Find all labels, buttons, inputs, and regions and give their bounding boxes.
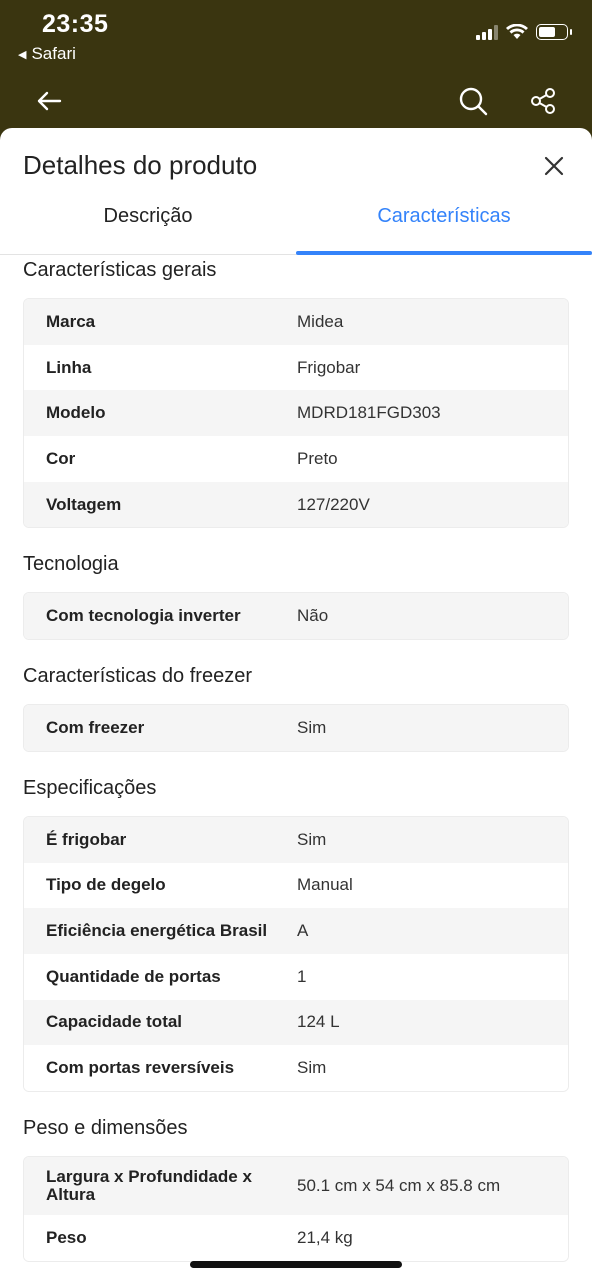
spec-key: Com portas reversíveis (24, 1045, 297, 1091)
section-title: Características gerais (23, 259, 217, 281)
section-title: Especificações (23, 776, 157, 799)
spec-table (23, 592, 569, 640)
system-icons (476, 24, 568, 40)
spec-value: Midea (297, 299, 568, 345)
product-details-sheet (0, 128, 592, 1280)
section-caracteristicas-freezer (23, 660, 569, 752)
section-especificacoes (23, 772, 569, 1092)
status-time: 23:35 (42, 10, 109, 38)
close-icon[interactable] (542, 154, 566, 178)
wifi-icon (506, 24, 528, 40)
spec-value: 1 (297, 954, 568, 1000)
table-row (24, 1000, 568, 1046)
spec-value: 21,4 kg (297, 1215, 568, 1261)
spec-key: Tipo de degelo (24, 863, 297, 909)
table-row (24, 436, 568, 482)
characteristics-content (23, 254, 569, 1280)
tab-descricao[interactable]: Descrição (103, 205, 193, 227)
spec-key: Com freezer (24, 705, 297, 751)
table-row (24, 863, 568, 909)
battery-icon (536, 24, 568, 40)
spec-value: A (297, 908, 568, 954)
spec-value: MDRD181FGD303 (297, 390, 568, 436)
tab-caracteristicas[interactable]: Características (296, 188, 592, 254)
spec-value: Não (297, 593, 568, 639)
spec-value: 127/220V (297, 482, 568, 528)
spec-table (23, 816, 569, 1092)
spec-table (23, 704, 569, 752)
spec-key: Eficiência energética Brasil (24, 908, 297, 954)
back-triangle-icon: ◀ (18, 49, 27, 61)
section-peso-dimensoes (23, 1112, 569, 1262)
arrow-left-icon[interactable] (32, 84, 66, 118)
table-row (24, 390, 568, 436)
cellular-signal-icon (476, 24, 498, 40)
sheet-title: Detalhes do produto (23, 150, 258, 180)
spec-key: Quantidade de portas (24, 954, 297, 1000)
table-row (24, 954, 568, 1000)
spec-key: Peso (24, 1215, 297, 1261)
table-row (24, 817, 568, 863)
table-row (24, 908, 568, 954)
spec-table (23, 298, 569, 528)
spec-value: Preto (297, 436, 568, 482)
spec-value: Manual (297, 863, 568, 909)
section-title: Peso e dimensões (23, 1116, 188, 1139)
section-tecnologia (23, 548, 569, 640)
back-to-app-link[interactable] (18, 44, 76, 64)
spec-key: Marca (24, 299, 297, 345)
table-row (24, 1215, 568, 1261)
spec-key: Largura x Profundidade x Altura (24, 1157, 297, 1215)
spec-value: Sim (297, 817, 568, 863)
spec-value: Sim (297, 1045, 568, 1091)
table-row (24, 593, 568, 639)
section-title: Tecnologia (23, 553, 119, 576)
spec-value: 50.1 cm x 54 cm x 85.8 cm (297, 1157, 568, 1215)
table-row (24, 299, 568, 345)
spec-key: Voltagem (24, 482, 297, 528)
search-icon[interactable] (456, 84, 490, 118)
back-app-label: Safari (31, 44, 76, 63)
spec-key: Modelo (24, 390, 297, 436)
spec-value: Frigobar (297, 345, 568, 391)
spec-value: Sim (297, 705, 568, 751)
table-row (24, 1157, 568, 1215)
table-row (24, 345, 568, 391)
table-row (24, 482, 568, 528)
table-row (24, 705, 568, 751)
spec-key: É frigobar (24, 817, 297, 863)
spec-table (23, 1156, 569, 1262)
spec-key: Cor (24, 436, 297, 482)
spec-key: Capacidade total (24, 1000, 297, 1046)
spec-key: Linha (24, 345, 297, 391)
tab-bar (0, 188, 592, 255)
table-row (24, 1045, 568, 1091)
share-icon[interactable] (527, 84, 561, 118)
home-indicator (190, 1261, 402, 1268)
spec-value: 124 L (297, 1000, 568, 1046)
spec-key: Com tecnologia inverter (24, 593, 297, 639)
section-title: Características do freezer (23, 665, 252, 688)
section-caracteristicas-gerais (23, 254, 569, 528)
status-bar (0, 0, 592, 128)
